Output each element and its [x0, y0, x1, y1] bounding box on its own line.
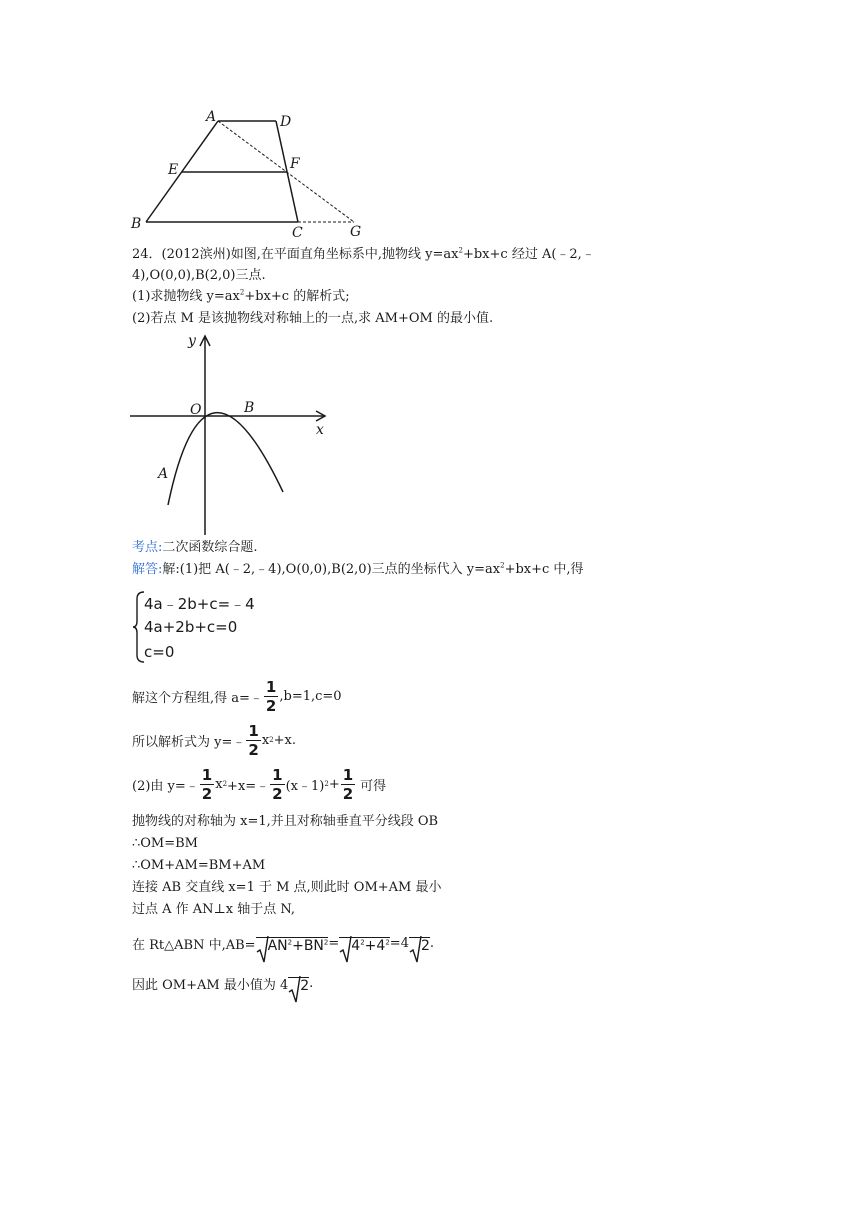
jieda-line: 解答:解:(1)把 A(﹣2,﹣4),O(0,0),B(2,0)三点的坐标代入 $y=ax^2+bx+c$ 中,得 — [132, 561, 584, 577]
label-A: A — [158, 466, 169, 482]
perpendicular-line: 过点 A 作 AN⊥x 轴于点 N, — [132, 902, 296, 917]
parabola-figure — [128, 330, 338, 536]
part2-line: (2)由 y=﹣ $\frac{1}{2}$ x 2 +x=﹣ $\frac{1}{2}$ (x﹣1) 2 + $\frac{1}{2}$ 可得 — [132, 765, 387, 803]
fraction-half: $\frac{1}{2}$ — [248, 721, 259, 759]
axis-line: 抛物线的对称轴为 x=1,并且对称轴垂直平分线段 OB — [132, 814, 439, 829]
label-F: F — [290, 156, 300, 172]
problem-line-1: 24．(2012滨州)如图,在平面直角坐标系中,抛物线 $y=ax^2+bx+c$ 经过 A(﹣2,﹣ — [132, 246, 595, 262]
label-G: G — [350, 224, 362, 240]
label-B: B — [131, 216, 142, 232]
question-2: (2)若点 M 是该抛物线对称轴上的一点,求 AM+OM 的最小值. — [132, 311, 494, 326]
expression-line: 所以解析式为 y=﹣ $\frac{1}{2}$ x 2 +x. — [132, 721, 296, 759]
label-E: E — [168, 162, 179, 178]
equation-2: 4a+2b+c=0 — [144, 618, 238, 636]
label-O: O — [190, 402, 202, 418]
fraction-half: $\frac{1}{2}$ — [342, 765, 354, 803]
equation-1: 4a﹣2b+c=﹣4 — [144, 595, 255, 613]
sqrt-four-four: $4^2+4^2$ — [339, 937, 390, 954]
sum-line: ∴OM+AM=BM+AM — [132, 858, 266, 873]
fraction-half: $\frac{1}{2}$ — [201, 765, 213, 803]
sqrt-an-bn: $AN^2+BN^2$ — [256, 937, 329, 954]
sqrt-two: 2 — [288, 977, 309, 994]
kaodian-line: 考点:二次函数综合题. — [132, 540, 258, 555]
axis-y-label: y — [188, 333, 196, 349]
jieda-label: 解答: — [132, 562, 163, 577]
final-answer-line: 因此 OM+AM 最小值为 4 2 . — [132, 968, 313, 998]
equation-3: c=0 — [144, 643, 175, 661]
rt-triangle-line: 在 Rt△ABN 中,AB= $AN^2+BN^2$ = $4^2+4^2$ =4 2 . — [132, 926, 434, 960]
label-A: A — [206, 109, 217, 125]
axis-x-label: x — [316, 422, 324, 438]
trapezoid-figure — [126, 108, 366, 240]
label-B: B — [244, 400, 255, 416]
sqrt-two: 2 — [409, 937, 430, 954]
solve-line: 解这个方程组,得 a=﹣ $\frac{1}{2}$ ,b=1,c=0 — [132, 677, 342, 715]
label-C: C — [292, 225, 303, 240]
fraction-half: $\frac{1}{2}$ — [265, 677, 277, 715]
kaodian-label: 考点: — [132, 540, 163, 555]
problem-line-2: 4),O(0,0),B(2,0)三点. — [132, 268, 266, 283]
question-1: (1)求抛物线 $y=ax^2+bx+c$ 的解析式; — [132, 288, 350, 304]
fraction-half: $\frac{1}{2}$ — [272, 765, 283, 803]
om-bm-line: ∴OM=BM — [132, 836, 198, 851]
label-D: D — [280, 114, 292, 130]
connect-line: 连接 AB 交直线 x=1 于 M 点,则此时 OM+AM 最小 — [132, 880, 442, 895]
